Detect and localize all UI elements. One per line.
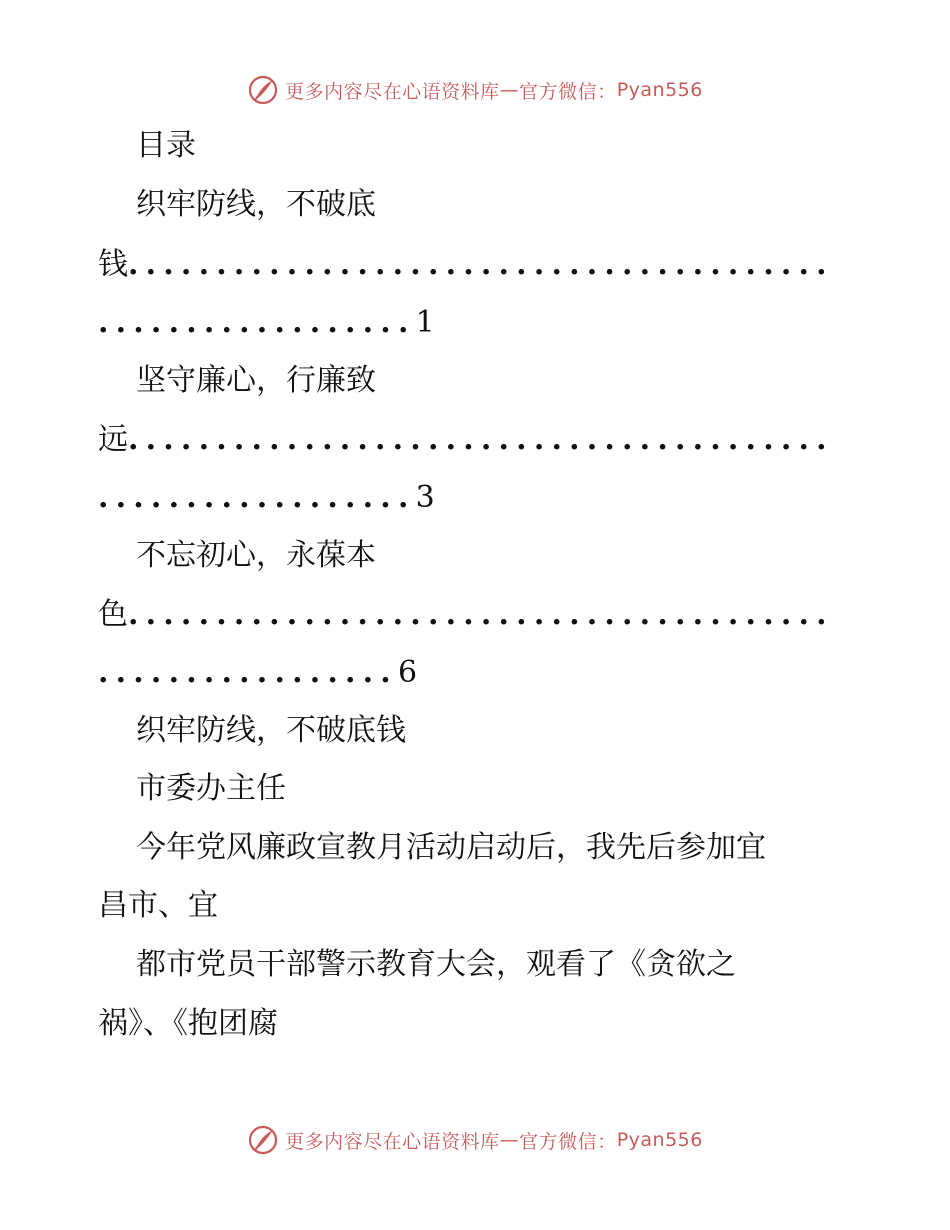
toc-entry-2-line-2 <box>98 478 435 518</box>
toc-entry-3-page: 6 <box>397 655 418 690</box>
toc-entry-1-leader-cont: .................. <box>98 305 416 340</box>
toc-entry-1-title: 织牢防线，不破底 <box>136 187 376 222</box>
footer-watermark <box>0 1120 950 1160</box>
toc-entry-3-title: 不忘初心，永葆本 <box>136 538 376 573</box>
toc-entry-3-leader-cont: ................. <box>98 655 398 690</box>
article-heading: 织牢防线，不破底钱 <box>136 713 406 748</box>
toc-entry-2-page: 3 <box>415 480 435 515</box>
footer-separator: — <box>499 1129 520 1151</box>
footer-wechat-id: Pyan556 <box>616 1129 703 1151</box>
header-separator: — <box>499 79 520 101</box>
article-paragraph-2-cont: 祸》、《抱团腐 <box>98 1006 278 1041</box>
footer-wechat-label: 官方微信： <box>519 1130 617 1153</box>
toc-entry-3-title-cont: 色 <box>98 597 128 632</box>
header-watermark <box>0 70 950 110</box>
article-paragraph-1-cont: 昌市、宜 <box>98 888 218 923</box>
toc-entry-2-title-cont: 远 <box>98 422 128 457</box>
toc-entry-2-line <box>98 420 834 460</box>
toc-title: 目录 <box>136 128 196 163</box>
article-paragraph-2: 都市党员干部警示教育大会，观看了《贪欲之 <box>136 947 736 982</box>
toc-entry-1-line-2 <box>98 303 435 343</box>
toc-entry-3-line <box>98 595 834 635</box>
toc-entry-2-leader-cont: .................. <box>98 480 416 515</box>
footer-brand-text: 更多内容尽在心语资料库 <box>285 1130 500 1153</box>
toc-entry-1-title-cont: 钱 <box>98 247 128 282</box>
toc-entry-2-leader: ........................................ <box>128 422 834 457</box>
article-paragraph-1: 今年党风廉政宣教月活动启动后，我先后参加宜 <box>136 830 766 865</box>
toc-entry-1-page: 1 <box>415 305 435 340</box>
toc-entry-3-line-2 <box>98 653 417 693</box>
header-wechat-id: Pyan556 <box>616 79 703 101</box>
toc-entry-1-line <box>98 245 834 285</box>
article-author: 市委办主任 <box>136 771 286 806</box>
quill-logo-icon <box>247 1124 279 1156</box>
toc-entry-1-leader: ........................................ <box>128 247 834 282</box>
quill-logo-icon <box>247 74 279 106</box>
toc-entry-3-leader: ........................................ <box>128 597 834 632</box>
header-wechat-label: 官方微信： <box>519 80 617 103</box>
toc-entry-2-title: 坚守廉心，行廉致 <box>136 363 376 398</box>
header-brand-text: 更多内容尽在心语资料库 <box>285 80 500 103</box>
